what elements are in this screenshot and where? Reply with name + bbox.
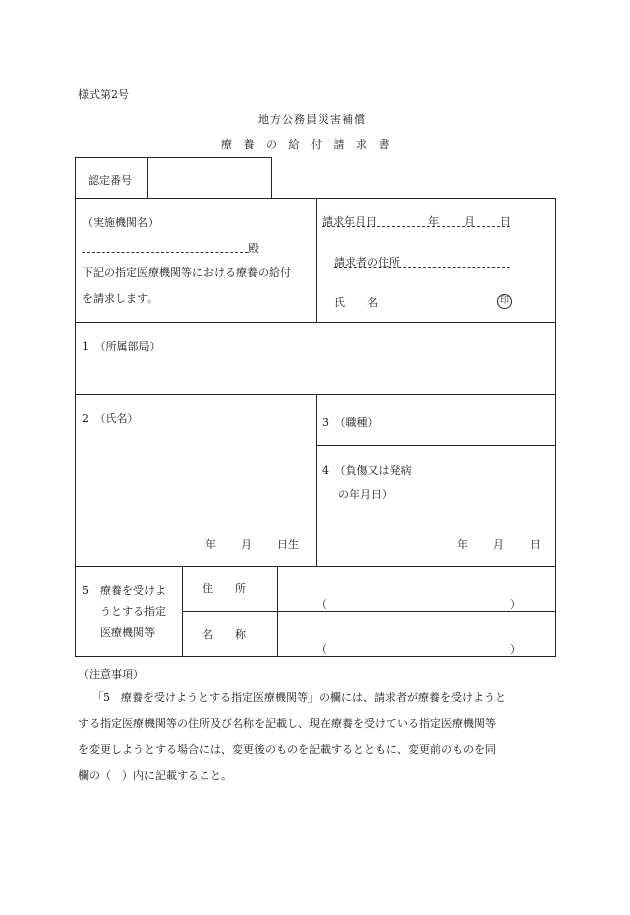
- request-date-label: 請求年月日: [322, 215, 377, 228]
- facility-name-label: 名 称: [202, 628, 246, 641]
- form-number: 様式第2号: [78, 88, 129, 101]
- section5-label-line3: 医療機関等: [100, 626, 155, 639]
- section2-name-label: 2 （氏名）: [82, 412, 139, 425]
- facility-name-paren-close: ）: [510, 643, 521, 656]
- request-day-unit: 日: [500, 215, 511, 228]
- institution-label: （実施機関名）: [82, 216, 159, 229]
- injury-year-unit: 年: [457, 538, 468, 551]
- facility-address-paren-open: （: [316, 598, 327, 611]
- request-month-unit: 月: [464, 215, 475, 228]
- notes-heading: （注意事項）: [78, 668, 144, 681]
- facility-name-paren-open: （: [316, 643, 327, 656]
- requester-name-label: 氏 名: [334, 296, 378, 309]
- section1-affiliation-label: 1 （所属部局）: [82, 340, 161, 353]
- form-title-line2: 療 養 の 給 付 請 求 書: [221, 138, 394, 151]
- auth-number-field[interactable]: [150, 160, 268, 196]
- section5-label-line1: 5 療養を受けよ: [82, 584, 166, 597]
- notes-line1: 「5 療養を受けようとする指定医療機関等」の欄には、請求者が療養を受けようと: [92, 691, 506, 704]
- request-date-line[interactable]: [322, 226, 510, 227]
- request-year-unit: 年: [428, 215, 439, 228]
- section5-label-line2: うとする指定: [100, 605, 166, 618]
- request-text-line1: 下記の指定医療機関等における療養の給付: [82, 266, 291, 279]
- form-title-line1: 地方公務員災害補償: [258, 113, 366, 126]
- requester-address-label: 請求者の住所: [334, 256, 400, 269]
- notes-line3: を変更しようとする場合には、変更後のものを記載するとともに、変更前のものを同: [78, 743, 496, 756]
- birth-day-unit: 日生: [277, 538, 299, 551]
- facility-address-paren-close: ）: [510, 598, 521, 611]
- seal-icon: 印: [497, 294, 512, 309]
- request-text-line2: を請求します。: [82, 292, 159, 305]
- honorific: 殿: [248, 242, 259, 255]
- auth-number-label: 認定番号: [88, 174, 132, 187]
- requester-address-line[interactable]: [334, 267, 510, 268]
- notes-line2: する指定医療機関等の住所及び名称を記載し、現在療養を受けている指定医療機関等: [78, 717, 496, 730]
- section4-injury-label-line2: の年月日）: [338, 488, 393, 501]
- section3-occupation-label: 3 （職種）: [322, 416, 379, 429]
- birth-year-unit: 年: [205, 538, 216, 551]
- injury-month-unit: 月: [493, 538, 504, 551]
- section4-injury-label-line1: 4 （負傷又は発病: [322, 464, 412, 477]
- institution-name-line[interactable]: [82, 252, 248, 253]
- notes-line4: 欄の（ ）内に記載すること。: [78, 769, 232, 782]
- facility-address-label: 住 所: [202, 582, 246, 595]
- injury-day-unit: 日: [530, 538, 541, 551]
- birth-month-unit: 月: [241, 538, 252, 551]
